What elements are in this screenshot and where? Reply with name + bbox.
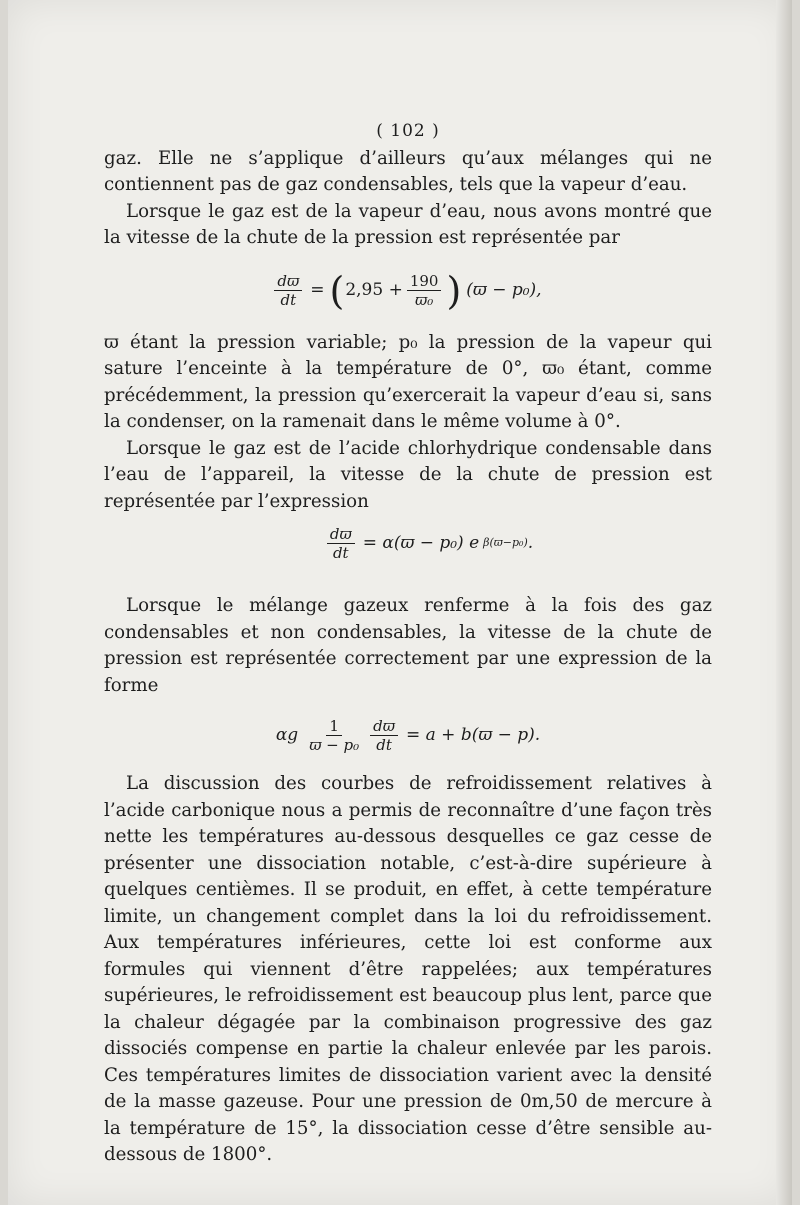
formula-acide-chlorhydrique: $\frac{dϖ}{dt}$ = α(ϖ − p₀) e β(ϖ−p₀) . <box>144 515 712 571</box>
fraction-dpi-dt-3: $\frac{dϖ}{dt}$ <box>370 717 398 754</box>
page-number: ( 102 ) <box>376 121 440 141</box>
paragraph-5: Lorsque le mélange gazeux renferme à la fois des gaz condensables et non condensables, la vitesse de la chute de pression est représentée correctement par une expression de la forme <box>104 595 712 696</box>
paragraph-1: gaz. Elle ne s’applique d’ailleurs qu’aux mélanges qui ne contiennent pas de gaz condensables, tels que la vapeur d’eau. <box>104 147 712 195</box>
fraction-dpi-dt-2: $\frac{dϖ}{dt}$ <box>327 525 355 562</box>
paragraph-3: ϖ étant la pression variable; p₀ la pression de la vapeur qui sature l’enceinte à la température de 0°, ϖ₀ étant, comme précédemment, la pression qu’exercerait la vapeur d’eau si, sans la condenser, on la ramenait dans le même volume à 0°. <box>104 331 712 432</box>
paragraph-6: La discussion des courbes de refroidissement relatives à l’acide carbonique nous a permis de reconnaître d’une façon très nette les températures au-dessous desquelles ce gaz cesse de présenter une dissociation notable, c’est-à-dire supérieure à quelques centièmes. Il se produit, en effet, à cette température limite, un changement complet dans la loi du refroidissement. Aux températures inférieures, cette loi est conforme aux formules qui viennent d’être rappelées; aux températures supérieures, le refroidissement est beaucoup plus lent, parce que la chaleur dégagée par la combinaison progressive des gaz dissociés compense en partie la chaleur enlevée par les parois. Ces températures limites de dissociation varient avec la densité de la masse gazeuse. Pour une pression de 0m,50 de mercure à la température de 15°, la dissociation cesse d’être sensible au-dessous de 1800°. <box>104 773 712 1165</box>
paragraph-2: Lorsque le gaz est de la vapeur d’eau, nous avons montré que la vitesse de la chute de la pression est représentée par <box>104 200 712 248</box>
exponent: β(ϖ−p₀) <box>483 535 528 549</box>
text-block <box>104 118 712 1169</box>
formula-vapeur-eau: $\frac{dϖ}{dt}$ = ( 2,95 + $\frac{190}{\text{ϖ₀}}$ ) (ϖ − p₀), <box>104 252 712 330</box>
fraction-190-pi0: $\frac{190}{\text{ϖ₀}}$ <box>407 272 442 309</box>
book-page <box>8 0 792 1205</box>
fraction-1-over-pi-p0: $\frac{1}{\text{ϖ − p₀}}$ <box>309 716 360 754</box>
formula-melange-gazeux: αg $\frac{1}{\text{ϖ − p₀}}$ $\frac{dϖ}{dt}$ = a + b(ϖ − p). <box>275 716 541 754</box>
fraction-dpi-dt: $\frac{dϖ}{dt}$ <box>274 272 302 309</box>
paragraph-4: Lorsque le gaz est de l’acide chlorhydrique condensable dans l’eau de l’appareil, la vitesse de la chute de pression est représentée par l’expression <box>104 437 712 512</box>
page-edge-shadow <box>776 0 792 1205</box>
